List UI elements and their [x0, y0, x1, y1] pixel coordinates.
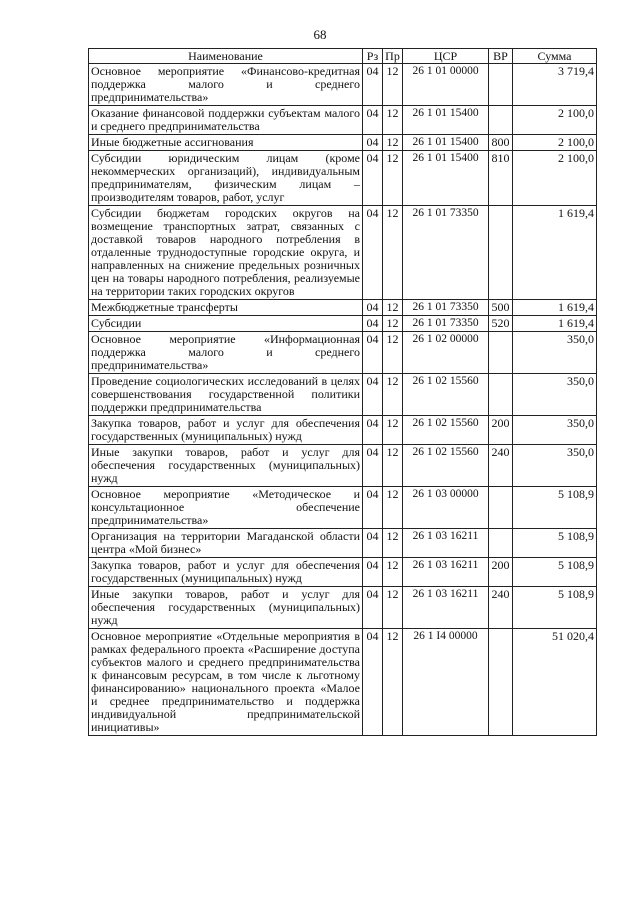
cell-name: Основное мероприятие «Методическое и консультационное обеспечение предпринимательства»: [89, 487, 363, 529]
cell-pr: 12: [383, 587, 403, 629]
cell-pr: 12: [383, 445, 403, 487]
cell-rz: 04: [363, 558, 383, 587]
cell-rz: 04: [363, 529, 383, 558]
header-csr: ЦСР: [403, 49, 489, 64]
cell-name: Основное мероприятие «Отдельные мероприятия в рамках федерального проекта «Расширение доступа субъектов малого и среднего предпринимательства к финансовым ресурсам, в том числе к льготному финансированию» национального проекта «Малое и среднее предпринимательство и поддержка индивидуальной предпринимательской инициативы»: [89, 629, 363, 736]
cell-vr: [489, 374, 513, 416]
table-row: [89, 106, 597, 135]
cell-csr: 26 1 03 16211: [403, 558, 489, 587]
cell-vr: 240: [489, 587, 513, 629]
cell-vr: 810: [489, 151, 513, 206]
header-vr: ВР: [489, 49, 513, 64]
header-name: Наименование: [89, 49, 363, 64]
cell-name: Закупка товаров, работ и услуг для обеспечения государственных (муниципальных) нужд: [89, 416, 363, 445]
cell-vr: [489, 529, 513, 558]
cell-sum: 1 619,4: [513, 316, 597, 332]
cell-csr: 26 1 01 00000: [403, 64, 489, 106]
cell-sum: 1 619,4: [513, 300, 597, 316]
table-row: [89, 445, 597, 487]
cell-pr: 12: [383, 106, 403, 135]
cell-rz: 04: [363, 487, 383, 529]
cell-sum: 350,0: [513, 374, 597, 416]
table-row: [89, 151, 597, 206]
cell-pr: 12: [383, 135, 403, 151]
cell-sum: 51 020,4: [513, 629, 597, 736]
cell-sum: 3 719,4: [513, 64, 597, 106]
cell-sum: 2 100,0: [513, 106, 597, 135]
cell-name: Проведение социологических исследований в целях совершенствования государственной политики поддержки предпринимательства: [89, 374, 363, 416]
table-row: [89, 206, 597, 300]
cell-vr: [489, 629, 513, 736]
cell-sum: 350,0: [513, 332, 597, 374]
cell-pr: 12: [383, 316, 403, 332]
table-row: [89, 316, 597, 332]
cell-rz: 04: [363, 587, 383, 629]
cell-vr: 520: [489, 316, 513, 332]
table-row: [89, 135, 597, 151]
cell-name: Основное мероприятие «Финансово-кредитная поддержка малого и среднего предпринимательства»: [89, 64, 363, 106]
cell-name: Межбюджетные трансферты: [89, 300, 363, 316]
table-row: [89, 300, 597, 316]
cell-vr: 500: [489, 300, 513, 316]
cell-rz: 04: [363, 151, 383, 206]
cell-csr: 26 1 02 15560: [403, 416, 489, 445]
cell-csr: 26 1 01 73350: [403, 300, 489, 316]
table-header-row: [89, 49, 597, 64]
cell-csr: 26 1 02 15560: [403, 374, 489, 416]
cell-csr: 26 1 03 00000: [403, 487, 489, 529]
cell-name: Иные закупки товаров, работ и услуг для обеспечения государственных (муниципальных) нужд: [89, 587, 363, 629]
table-row: [89, 416, 597, 445]
cell-rz: 04: [363, 64, 383, 106]
cell-name: Иные бюджетные ассигнования: [89, 135, 363, 151]
cell-rz: 04: [363, 374, 383, 416]
cell-rz: 04: [363, 316, 383, 332]
budget-table: [88, 48, 597, 736]
cell-vr: 200: [489, 558, 513, 587]
cell-csr: 26 1 02 00000: [403, 332, 489, 374]
page-number: 68: [313, 27, 327, 42]
table-body: [89, 64, 597, 736]
cell-csr: 26 1 03 16211: [403, 529, 489, 558]
cell-vr: [489, 64, 513, 106]
cell-sum: 2 100,0: [513, 135, 597, 151]
cell-pr: 12: [383, 374, 403, 416]
cell-csr: 26 1 01 15400: [403, 135, 489, 151]
cell-vr: [489, 206, 513, 300]
table-row: [89, 487, 597, 529]
cell-pr: 12: [383, 151, 403, 206]
cell-pr: 12: [383, 64, 403, 106]
cell-rz: 04: [363, 445, 383, 487]
cell-name: Организация на территории Магаданской области центра «Мой бизнес»: [89, 529, 363, 558]
cell-rz: 04: [363, 206, 383, 300]
cell-csr: 26 1 01 15400: [403, 151, 489, 206]
cell-csr: 26 1 01 73350: [403, 316, 489, 332]
cell-name: Иные закупки товаров, работ и услуг для обеспечения государственных (муниципальных) нужд: [89, 445, 363, 487]
cell-pr: 12: [383, 529, 403, 558]
cell-sum: 1 619,4: [513, 206, 597, 300]
header-rz: Рз: [363, 49, 383, 64]
cell-rz: 04: [363, 300, 383, 316]
table-row: [89, 332, 597, 374]
cell-name: Субсидии юридическим лицам (кроме некоммерческих организаций), индивидуальным предпринимателям, физическим лицам – производителям товаров, работ, услуг: [89, 151, 363, 206]
cell-name: Субсидии: [89, 316, 363, 332]
cell-pr: 12: [383, 558, 403, 587]
cell-sum: 350,0: [513, 416, 597, 445]
table-row: [89, 529, 597, 558]
table-row: [89, 587, 597, 629]
cell-csr: 26 1 I4 00000: [403, 629, 489, 736]
cell-sum: 2 100,0: [513, 151, 597, 206]
cell-rz: 04: [363, 332, 383, 374]
table-row: [89, 64, 597, 106]
cell-sum: 5 108,9: [513, 487, 597, 529]
cell-csr: 26 1 01 73350: [403, 206, 489, 300]
cell-rz: 04: [363, 135, 383, 151]
cell-rz: 04: [363, 416, 383, 445]
cell-vr: 200: [489, 416, 513, 445]
cell-csr: 26 1 02 15560: [403, 445, 489, 487]
cell-sum: 5 108,9: [513, 529, 597, 558]
header-pr: Пр: [383, 49, 403, 64]
cell-csr: 26 1 03 16211: [403, 587, 489, 629]
cell-vr: [489, 106, 513, 135]
header-sum: Сумма: [513, 49, 597, 64]
cell-rz: 04: [363, 106, 383, 135]
cell-rz: 04: [363, 629, 383, 736]
cell-sum: 5 108,9: [513, 558, 597, 587]
cell-pr: 12: [383, 300, 403, 316]
cell-name: Закупка товаров, работ и услуг для обеспечения государственных (муниципальных) нужд: [89, 558, 363, 587]
cell-pr: 12: [383, 332, 403, 374]
cell-csr: 26 1 01 15400: [403, 106, 489, 135]
table-row: [89, 558, 597, 587]
cell-pr: 12: [383, 487, 403, 529]
cell-name: Оказание финансовой поддержки субъектам малого и среднего предпринимательства: [89, 106, 363, 135]
cell-pr: 12: [383, 416, 403, 445]
table-row: [89, 629, 597, 736]
cell-sum: 5 108,9: [513, 587, 597, 629]
cell-vr: 800: [489, 135, 513, 151]
table-row: [89, 374, 597, 416]
cell-vr: 240: [489, 445, 513, 487]
cell-name: Субсидии бюджетам городских округов на возмещение транспортных затрат, связанных с доставкой товаров народного потребления в отдаленные труднодоступные городские округа, и направленных на снижение предельных розничных цен на товары народного потребления, реализуемые на территории таких городских округов: [89, 206, 363, 300]
cell-pr: 12: [383, 629, 403, 736]
cell-vr: [489, 487, 513, 529]
cell-vr: [489, 332, 513, 374]
cell-sum: 350,0: [513, 445, 597, 487]
cell-pr: 12: [383, 206, 403, 300]
cell-name: Основное мероприятие «Информационная поддержка малого и среднего предпринимательства»: [89, 332, 363, 374]
